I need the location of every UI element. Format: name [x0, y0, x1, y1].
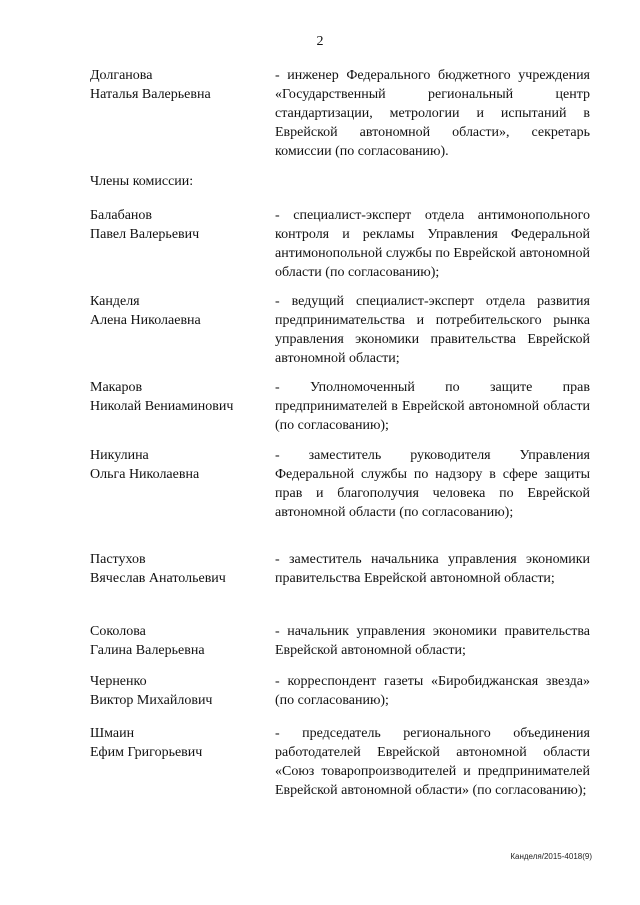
- person-surname: Долганова: [90, 68, 153, 83]
- person-given-name: Ефим Григорьевич: [90, 745, 203, 760]
- person-given-name: Галина Валерьевна: [90, 643, 205, 658]
- person-given-name: Николай Вениаминович: [90, 399, 234, 414]
- person-role: - начальник управления экономики правительства Еврейской автономной области;: [275, 624, 590, 658]
- person-role: - корреспондент газеты «Биробиджанская звезда» (по согласованию);: [275, 674, 590, 708]
- person-surname: Соколова: [90, 624, 146, 639]
- person-name: [90, 550, 270, 588]
- person-name: [90, 292, 270, 330]
- page-number: 2: [316, 34, 324, 49]
- person-surname: Шмаин: [90, 726, 135, 741]
- person-role: - Уполномоченный по защите прав предпринимателей в Еврейской автономной области (по согласованию);: [275, 380, 590, 433]
- person-surname: Пастухов: [90, 552, 146, 567]
- person-name: [90, 724, 270, 762]
- person-given-name: Алена Николаевна: [90, 313, 201, 328]
- person-given-name: Ольга Николаевна: [90, 467, 200, 482]
- person-surname: Балабанов: [90, 208, 153, 223]
- person-role: - заместитель начальника управления экономики правительства Еврейской автономной области;: [275, 552, 590, 586]
- person-role: - заместитель руководителя Управления Федеральной службы по надзору в сфере защиты прав и благополучия человека по Еврейской автономной области (по согласованию);: [275, 448, 590, 520]
- person-name: [90, 378, 270, 416]
- person-surname: Никулина: [90, 448, 149, 463]
- person-surname: Черненко: [90, 674, 147, 689]
- person-name: [90, 206, 270, 244]
- person-name: [90, 622, 270, 660]
- person-surname: Макаров: [90, 380, 143, 395]
- person-role: - председатель регионального объединения работодателей Еврейской автономной области «Союз товаропроизводителей и предпринимателей Еврейской автономной области» (по согласованию);: [275, 726, 590, 798]
- person-surname: Канделя: [90, 294, 140, 309]
- person-name: [90, 672, 270, 710]
- person-given-name: Наталья Валерьевна: [90, 87, 211, 102]
- person-given-name: Виктор Михайлович: [90, 693, 213, 708]
- person-role: - специалист-эксперт отдела антимонопольного контроля и рекламы Управления Федеральной антимонопольной службы по Еврейской автономной области (по согласованию);: [275, 208, 590, 280]
- members-heading: Члены комиссии:: [90, 174, 194, 189]
- person-role: - ведущий специалист-эксперт отдела развития предпринимательства и потребительского рынка управления экономики правительства Еврейской автономной области;: [275, 294, 590, 366]
- person-name: [90, 446, 270, 484]
- person-name: [90, 66, 270, 104]
- person-given-name: Павел Валерьевич: [90, 227, 200, 242]
- person-role: - инженер Федерального бюджетного учреждения «Государственный региональный центр стандартизации, метрологии и испытаний в Еврейской автономной области», секретарь комиссии (по согласованию).: [275, 68, 590, 159]
- person-given-name: Вячеслав Анатольевич: [90, 571, 226, 586]
- document-code: Канделя/2015-4018(9): [510, 852, 592, 861]
